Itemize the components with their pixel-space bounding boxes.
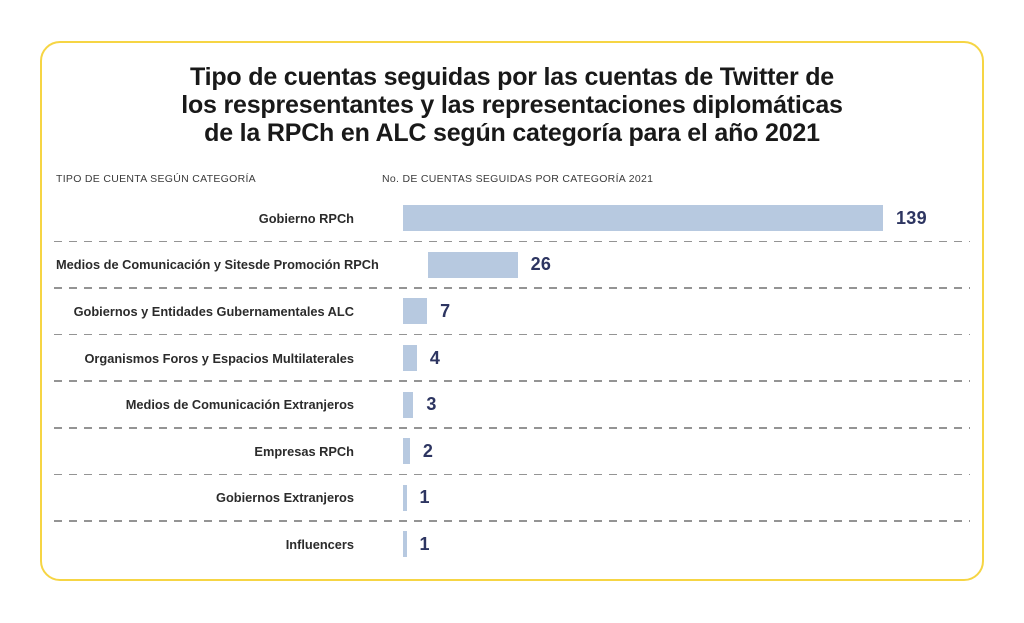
table-row: [56, 381, 968, 428]
value-column-header: No. DE CUENTAS SEGUIDAS POR CATEGORÍA 2021: [382, 173, 654, 185]
category-label: [56, 257, 379, 272]
table-row: [56, 288, 968, 335]
bar-cell: [428, 252, 968, 278]
bar-cell: [403, 531, 968, 557]
category-label-text: Medios de Comunicación Extranjeros: [125, 397, 354, 413]
category-label-text: Gobiernos y Entidades Gubernamentales ALC: [73, 303, 354, 319]
bar: [403, 205, 883, 231]
category-label-text: Organismos Foros y Espacios Multilaterales: [84, 350, 354, 366]
category-label: [56, 537, 354, 552]
column-headers: [56, 173, 968, 186]
table-row: [56, 428, 968, 475]
table-row: [56, 242, 968, 289]
table-row: [56, 521, 968, 568]
category-label-text: Medios de Comunicación y Sitesde Promoción RPCh: [56, 257, 379, 273]
bar: [403, 531, 407, 557]
category-label-text: Gobiernos Extranjeros: [216, 490, 354, 506]
value-label: 7: [440, 300, 451, 321]
bar-chart: [56, 195, 968, 568]
category-label: [56, 351, 354, 366]
bar: [403, 392, 413, 418]
chart-title-line-2: los respresentantes y las representaciones diplomáticas: [181, 91, 843, 119]
bar-cell: [403, 298, 968, 324]
chart-title: [56, 63, 968, 147]
value-label: 139: [896, 207, 927, 228]
value-label: 1: [419, 533, 430, 554]
bar-cell: [403, 392, 968, 418]
bar: [428, 252, 518, 278]
table-row: [56, 195, 968, 242]
table-row: [56, 335, 968, 382]
category-label: [56, 211, 354, 226]
category-label: [56, 490, 354, 505]
chart-card: [40, 41, 984, 581]
bar: [403, 345, 417, 371]
category-label-text: Influencers: [285, 536, 354, 552]
chart-title-line-1: Tipo de cuentas seguidas por las cuentas de Twitter de: [190, 63, 834, 91]
chart-title-line-3: de la RPCh en ALC según categoría para el año 2021: [204, 119, 820, 147]
bar-cell: [403, 205, 968, 231]
value-label: 2: [422, 440, 434, 461]
bar: [403, 298, 427, 324]
bar-cell: [403, 345, 968, 371]
table-row: [56, 475, 968, 522]
category-label-text: Gobierno RPCh: [258, 210, 354, 226]
category-label: [56, 304, 354, 319]
bar-cell: [403, 485, 968, 511]
value-label: 1: [419, 487, 430, 508]
value-label: 4: [429, 347, 441, 368]
category-label: [56, 444, 354, 459]
category-column-header: TIPO DE CUENTA SEGÚN CATEGORÍA: [56, 173, 256, 185]
bar-cell: [403, 438, 968, 464]
value-label: 26: [530, 254, 552, 275]
bar: [403, 438, 410, 464]
category-label: [56, 397, 354, 412]
category-label-text: Empresas RPCh: [254, 443, 354, 459]
bar: [403, 485, 407, 511]
value-label: 3: [426, 394, 437, 415]
